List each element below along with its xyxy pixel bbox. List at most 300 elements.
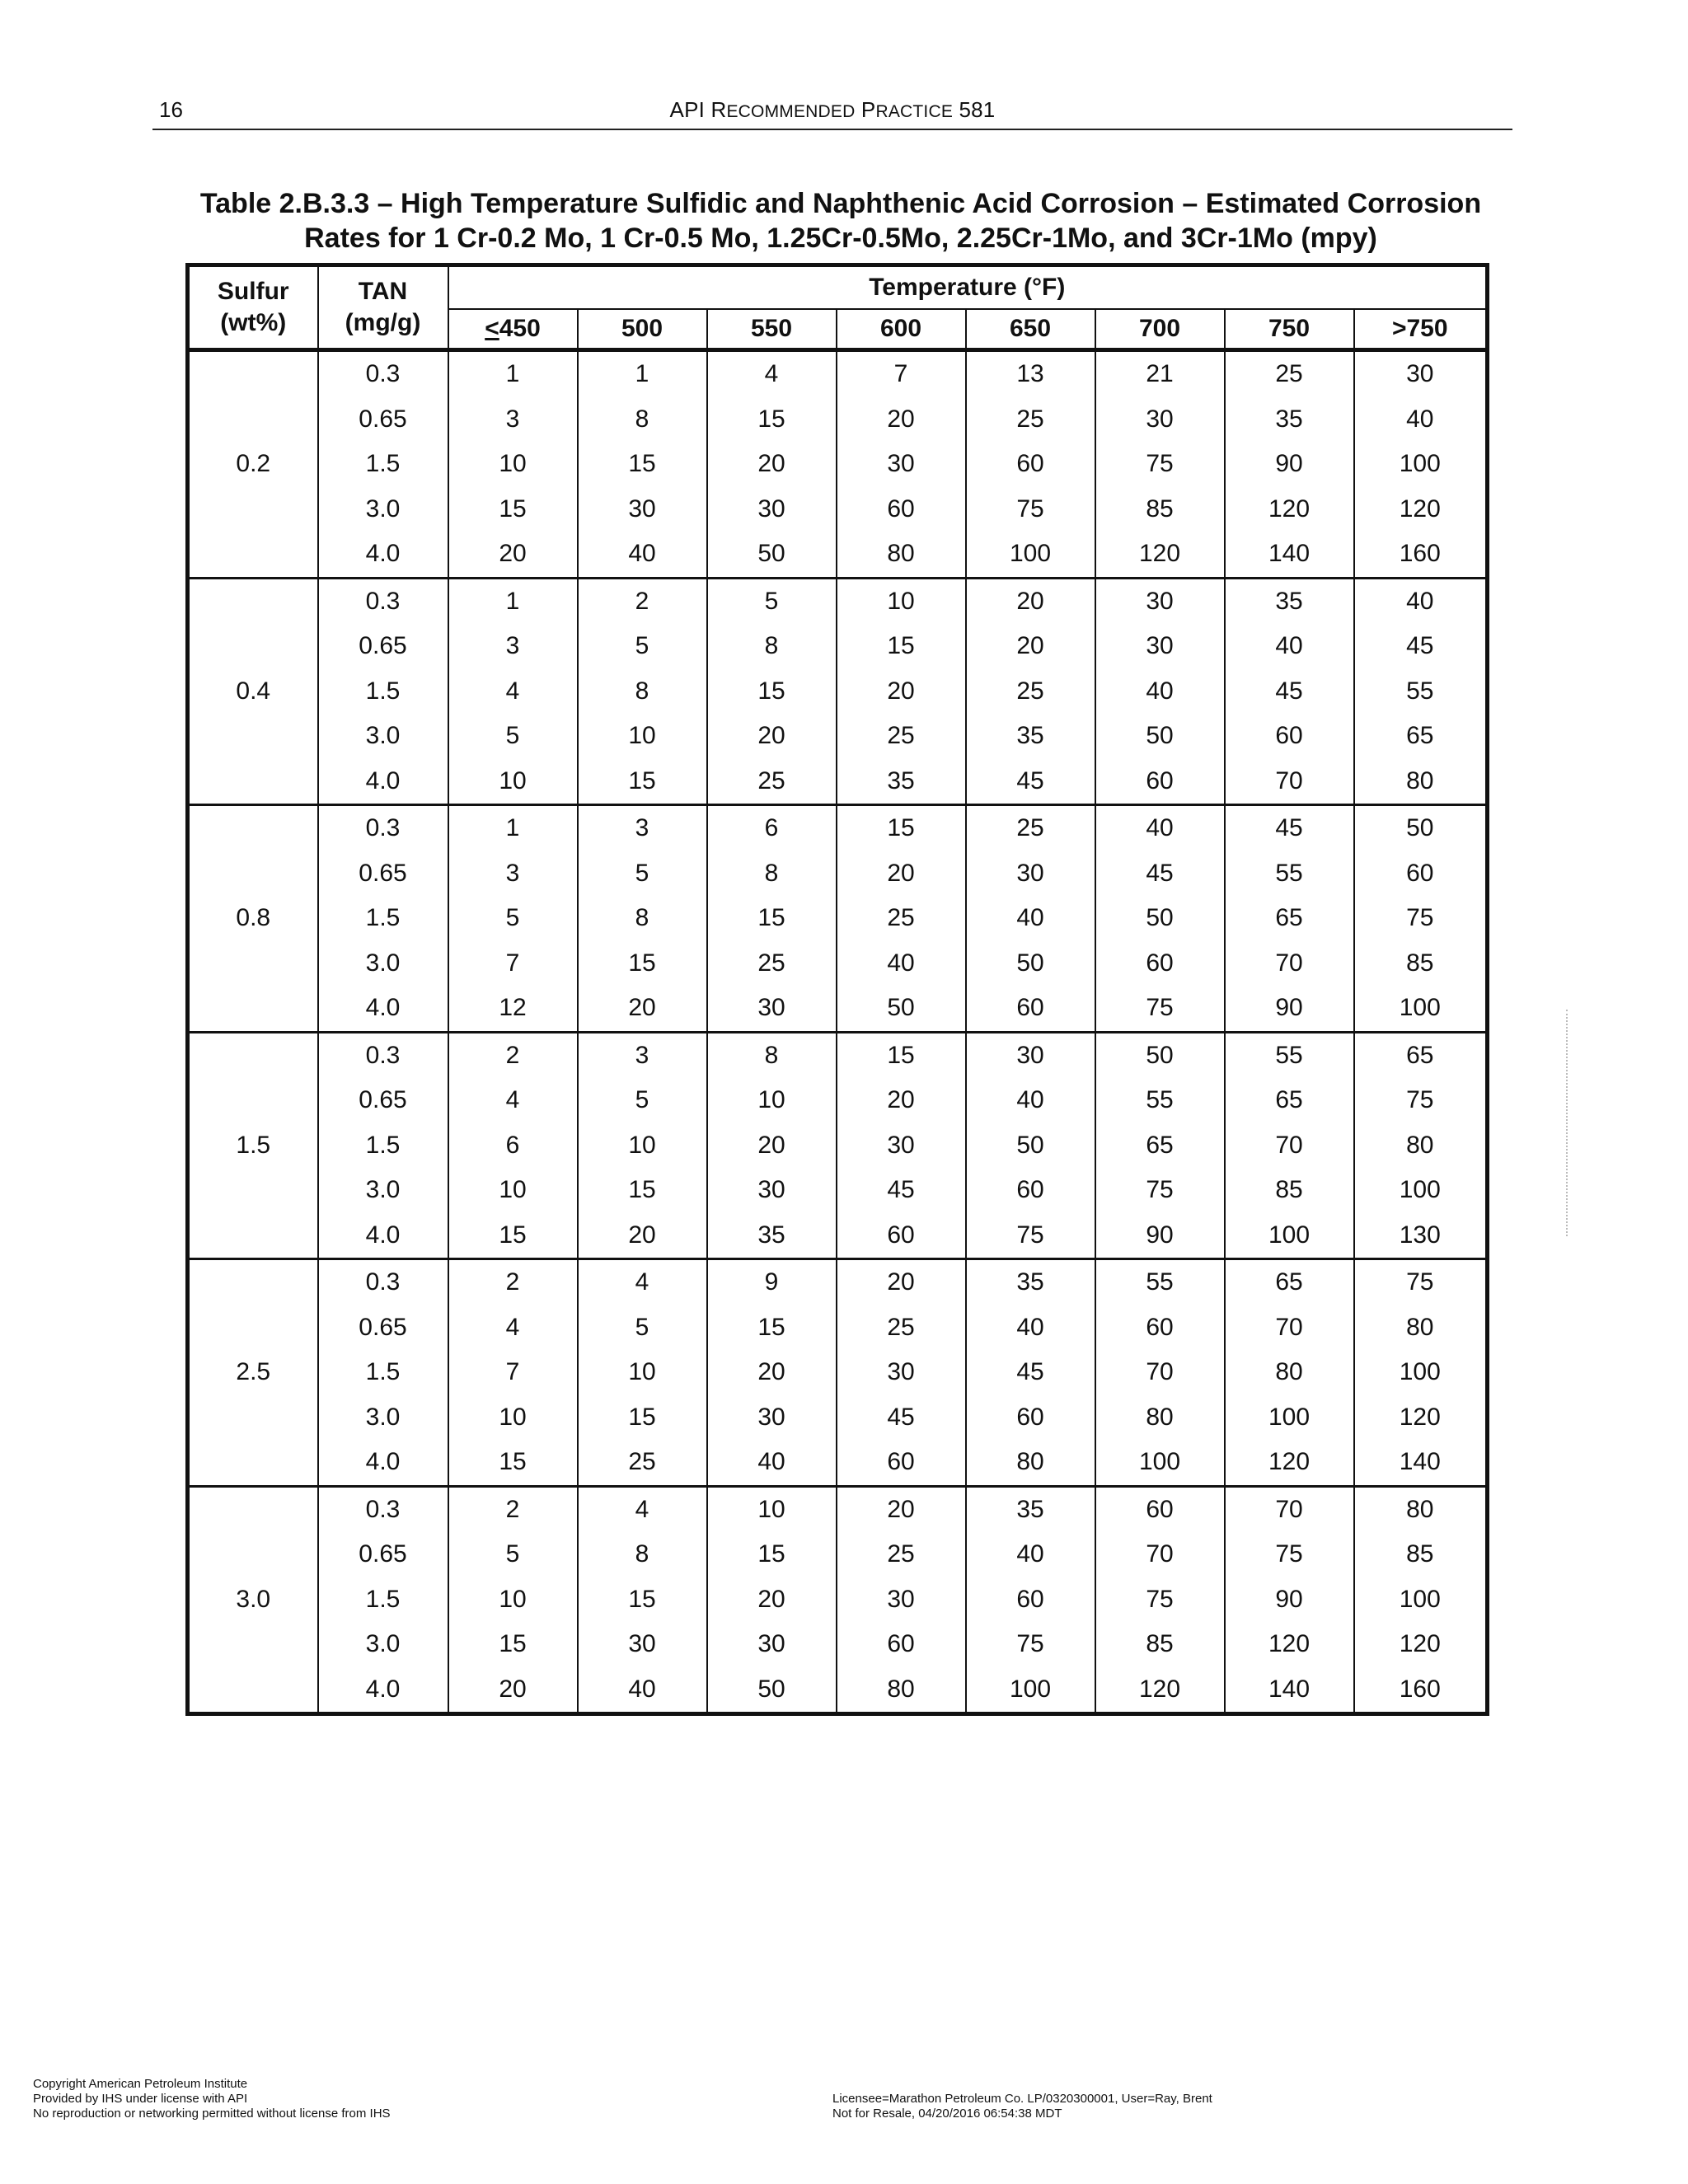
rate-cell: 20 [837,397,966,443]
temperature-column-header: >750 [1354,309,1488,350]
rate-cell: 30 [578,1622,707,1667]
table-row [188,1078,1488,1123]
table-title [140,186,1541,255]
less-equal-symbol: < [485,315,499,342]
rate-cell: 10 [448,442,578,487]
rate-cell: 40 [707,1440,837,1486]
rate-cell: 45 [1095,851,1225,897]
rate-cell: 140 [1225,532,1354,578]
rate-cell: 65 [1354,714,1488,759]
rate-cell: 100 [1095,1440,1225,1486]
rate-cell: 30 [1095,624,1225,669]
rate-cell: 3 [578,1032,707,1078]
corrosion-rate-table [185,263,1489,1716]
rate-cell: 5 [448,896,578,941]
rate-cell: 2 [448,1032,578,1078]
tan-cell: 3.0 [318,487,448,532]
table-row [188,1259,1488,1305]
rate-cell: 2 [448,1486,578,1532]
rate-cell: 20 [837,1078,966,1123]
table-row [188,350,1488,397]
rate-cell: 5 [578,624,707,669]
rate-cell: 25 [837,1532,966,1577]
table-row [188,896,1488,941]
rate-cell: 25 [837,714,966,759]
rate-cell: 40 [966,1305,1095,1351]
rate-cell: 30 [707,1395,837,1441]
rate-cell: 4 [707,350,837,397]
rate-cell: 15 [578,1577,707,1623]
rate-cell: 50 [1354,805,1488,851]
running-head [152,97,1512,123]
tan-cell: 3.0 [318,714,448,759]
table-row [188,1350,1488,1395]
rate-cell: 15 [707,669,837,715]
rate-cell: 75 [966,1213,1095,1259]
rate-cell: 120 [1095,532,1225,578]
rate-cell: 80 [837,532,966,578]
temperature-column-header: 550 [707,309,837,350]
tan-cell: 1.5 [318,1350,448,1395]
rate-cell: 30 [1354,350,1488,397]
tan-cell: 1.5 [318,669,448,715]
tan-cell: 0.3 [318,350,448,397]
rate-cell: 80 [1354,1123,1488,1169]
temperature-column-header: 650 [966,309,1095,350]
corrosion-table-container [185,263,1489,1716]
tan-cell: 4.0 [318,1213,448,1259]
rate-cell: 85 [1095,1622,1225,1667]
tan-cell: 0.65 [318,1305,448,1351]
table-row [188,1395,1488,1441]
rate-cell: 8 [578,397,707,443]
tan-cell: 0.3 [318,1486,448,1532]
tan-cell: 1.5 [318,1123,448,1169]
temperature-column-header: 700 [1095,309,1225,350]
rate-cell: 30 [707,986,837,1032]
page-header [152,92,1512,130]
rate-cell: 45 [966,1350,1095,1395]
rate-cell: 15 [448,1213,578,1259]
rate-cell: 1 [578,350,707,397]
rate-cell: 50 [707,532,837,578]
rate-cell: 20 [966,578,1095,624]
rate-cell: 20 [966,624,1095,669]
table-row [188,1213,1488,1259]
rate-cell: 8 [578,669,707,715]
rate-cell: 60 [1095,941,1225,987]
rate-cell: 40 [1354,397,1488,443]
rate-cell: 15 [707,1305,837,1351]
rate-cell: 21 [1095,350,1225,397]
rate-cell: 10 [448,759,578,805]
rate-cell: 75 [966,487,1095,532]
rate-cell: 35 [966,1486,1095,1532]
rate-cell: 75 [1095,1577,1225,1623]
rate-cell: 7 [448,941,578,987]
rate-cell: 50 [1095,896,1225,941]
sulfur-cell: 3.0 [188,1486,318,1714]
rate-cell: 55 [1225,1032,1354,1078]
rate-cell: 15 [578,442,707,487]
rate-cell: 10 [578,1123,707,1169]
rate-cell: 100 [966,1667,1095,1714]
sulfur-cell: 2.5 [188,1259,318,1487]
rate-cell: 30 [837,1577,966,1623]
tan-cell: 4.0 [318,986,448,1032]
rate-cell: 10 [578,1350,707,1395]
rate-cell: 30 [966,1032,1095,1078]
rate-cell: 20 [578,986,707,1032]
rate-cell: 75 [1095,1168,1225,1213]
rate-cell: 25 [1225,350,1354,397]
rate-cell: 60 [1095,1486,1225,1532]
footer-license [832,2092,1212,2121]
rate-cell: 90 [1225,442,1354,487]
tan-cell: 3.0 [318,941,448,987]
rate-cell: 15 [578,941,707,987]
temperature-column-header [448,309,578,350]
running-head-part: RACTICE [875,102,954,121]
running-head-part: P [855,97,876,122]
tan-cell: 4.0 [318,1440,448,1486]
table-row [188,1667,1488,1714]
rate-cell: 20 [837,851,966,897]
table-row [188,397,1488,443]
rate-cell: 100 [1354,1350,1488,1395]
rate-cell: 70 [1225,941,1354,987]
rate-cell: 40 [837,941,966,987]
rate-cell: 20 [707,1350,837,1395]
rate-cell: 65 [1225,896,1354,941]
rate-cell: 120 [1095,1667,1225,1714]
rate-cell: 30 [578,487,707,532]
tan-cell: 4.0 [318,1667,448,1714]
rate-cell: 55 [1095,1078,1225,1123]
rate-cell: 60 [966,1577,1095,1623]
rate-cell: 5 [707,578,837,624]
rate-cell: 25 [966,397,1095,443]
rate-cell: 60 [837,487,966,532]
rate-cell: 50 [1095,1032,1225,1078]
rate-cell: 75 [1225,1532,1354,1577]
rate-cell: 100 [1225,1395,1354,1441]
rate-cell: 40 [1095,669,1225,715]
rate-cell: 100 [1225,1213,1354,1259]
rate-cell: 45 [1225,805,1354,851]
rate-cell: 15 [707,397,837,443]
sulfur-cell: 0.8 [188,805,318,1033]
tan-header-line-2: (mg/g) [345,309,421,336]
rate-cell: 120 [1225,1440,1354,1486]
rate-cell: 80 [1354,1486,1488,1532]
rate-cell: 60 [1095,759,1225,805]
running-head-part: API R [669,97,727,122]
sulfur-cell: 0.4 [188,578,318,805]
rate-cell: 8 [578,896,707,941]
rate-cell: 15 [837,1032,966,1078]
table-row [188,986,1488,1032]
table-row [188,1486,1488,1532]
sulfur-column-header [188,265,318,350]
table-row [188,669,1488,715]
table-row [188,624,1488,669]
tan-cell: 3.0 [318,1395,448,1441]
rate-cell: 55 [1354,669,1488,715]
running-head-part: ECOMMENDED [726,102,856,121]
tan-cell: 3.0 [318,1168,448,1213]
rate-cell: 120 [1225,487,1354,532]
sulfur-header-line-1: Sulfur [217,278,289,305]
rate-cell: 60 [966,1395,1095,1441]
rate-cell: 50 [1095,714,1225,759]
rate-cell: 90 [1225,986,1354,1032]
rate-cell: 5 [578,851,707,897]
rate-cell: 4 [448,1078,578,1123]
rate-cell: 5 [578,1078,707,1123]
rate-cell: 40 [1354,578,1488,624]
table-row [188,759,1488,805]
temperature-value: 450 [499,315,541,342]
table-row [188,1168,1488,1213]
rate-cell: 40 [578,1667,707,1714]
rate-cell: 10 [707,1486,837,1532]
rate-cell: 120 [1354,487,1488,532]
tan-cell: 0.3 [318,805,448,851]
tan-cell: 1.5 [318,896,448,941]
rate-cell: 60 [837,1440,966,1486]
tan-header-line-1: TAN [358,278,408,305]
rate-cell: 10 [448,1577,578,1623]
rate-cell: 60 [966,1168,1095,1213]
rate-cell: 3 [448,624,578,669]
table-row [188,1577,1488,1623]
rate-cell: 55 [1225,851,1354,897]
rate-cell: 35 [966,714,1095,759]
rate-cell: 25 [707,941,837,987]
rate-cell: 20 [837,1259,966,1305]
rate-cell: 30 [707,487,837,532]
rate-cell: 130 [1354,1213,1488,1259]
footer-line: Not for Resale, 04/20/2016 06:54:38 MDT [832,2107,1062,2121]
rate-cell: 20 [707,714,837,759]
rate-cell: 75 [1354,1259,1488,1305]
rate-cell: 4 [448,669,578,715]
rate-cell: 50 [707,1667,837,1714]
temperature-column-header: 750 [1225,309,1354,350]
rate-cell: 20 [837,1486,966,1532]
rate-cell: 20 [448,532,578,578]
rate-cell: 20 [707,1577,837,1623]
rate-cell: 30 [837,442,966,487]
rate-cell: 35 [837,759,966,805]
table-row [188,1123,1488,1169]
rate-cell: 70 [1095,1532,1225,1577]
rate-cell: 15 [448,1622,578,1667]
rate-cell: 35 [1225,397,1354,443]
rate-cell: 4 [578,1486,707,1532]
tan-cell: 0.65 [318,1078,448,1123]
rate-cell: 1 [448,805,578,851]
rate-cell: 30 [966,851,1095,897]
rate-cell: 40 [966,1532,1095,1577]
rate-cell: 70 [1225,1486,1354,1532]
table-body [188,350,1488,1714]
rate-cell: 40 [578,532,707,578]
rate-cell: 60 [966,442,1095,487]
tan-cell: 0.3 [318,1259,448,1305]
rate-cell: 3 [448,397,578,443]
footer-line: Licensee=Marathon Petroleum Co. LP/0320300001, User=Ray, Brent [832,2092,1212,2106]
rate-cell: 30 [1095,578,1225,624]
table-row [188,578,1488,624]
rate-cell: 65 [1354,1032,1488,1078]
rate-cell: 10 [837,578,966,624]
rate-cell: 15 [707,1532,837,1577]
table-title-line-1: Table 2.B.3.3 – High Temperature Sulfidic and Naphthenic Acid Corrosion – Estimated Corrosion [199,188,1482,219]
temperature-column-header: 500 [578,309,707,350]
rate-cell: 5 [448,1532,578,1577]
rate-cell: 40 [966,896,1095,941]
rate-cell: 70 [1225,1305,1354,1351]
rate-cell: 80 [1225,1350,1354,1395]
rate-cell: 75 [1095,442,1225,487]
footer-line: No reproduction or networking permitted without license from IHS [33,2107,391,2121]
sulfur-cell: 0.2 [188,350,318,579]
rate-cell: 35 [1225,578,1354,624]
rate-cell: 2 [578,578,707,624]
rate-cell: 100 [1354,1577,1488,1623]
rate-cell: 50 [966,941,1095,987]
rate-cell: 75 [1354,896,1488,941]
rate-cell: 20 [707,1123,837,1169]
rate-cell: 50 [966,1123,1095,1169]
rate-cell: 6 [448,1123,578,1169]
rate-cell: 45 [966,759,1095,805]
rate-cell: 65 [1225,1259,1354,1305]
rate-cell: 4 [448,1305,578,1351]
table-row [188,1622,1488,1667]
table-row [188,442,1488,487]
tan-cell: 4.0 [318,532,448,578]
table-row [188,805,1488,851]
rate-cell: 25 [837,1305,966,1351]
rate-cell: 7 [837,350,966,397]
rate-cell: 60 [1225,714,1354,759]
table-row [188,1305,1488,1351]
rate-cell: 10 [448,1168,578,1213]
rate-cell: 15 [578,759,707,805]
rate-cell: 10 [707,1078,837,1123]
rate-cell: 8 [707,851,837,897]
rate-cell: 60 [837,1213,966,1259]
table-row [188,941,1488,987]
rate-cell: 40 [1225,624,1354,669]
rate-cell: 4 [578,1259,707,1305]
rate-cell: 100 [1354,442,1488,487]
rate-cell: 20 [837,669,966,715]
rate-cell: 40 [1095,805,1225,851]
rate-cell: 70 [1095,1350,1225,1395]
rate-cell: 85 [1354,941,1488,987]
rate-cell: 25 [837,896,966,941]
rate-cell: 70 [1225,1123,1354,1169]
rate-cell: 80 [1354,1305,1488,1351]
rate-cell: 40 [966,1078,1095,1123]
table-row [188,1032,1488,1078]
rate-cell: 80 [1095,1395,1225,1441]
rate-cell: 60 [1354,851,1488,897]
rate-cell: 9 [707,1259,837,1305]
rate-cell: 20 [448,1667,578,1714]
table-row [188,1440,1488,1486]
rate-cell: 13 [966,350,1095,397]
rate-cell: 140 [1354,1440,1488,1486]
rate-cell: 15 [448,1440,578,1486]
tan-cell: 1.5 [318,1577,448,1623]
rate-cell: 10 [448,1395,578,1441]
rate-cell: 60 [966,986,1095,1032]
rate-cell: 90 [1225,1577,1354,1623]
rate-cell: 120 [1354,1395,1488,1441]
footer-line: Provided by IHS under license with API [33,2092,248,2106]
page-number: 16 [159,97,183,122]
rate-cell: 65 [1095,1123,1225,1169]
rate-cell: 45 [1354,624,1488,669]
footer-copyright [33,2077,391,2121]
rate-cell: 7 [448,1350,578,1395]
table-row [188,532,1488,578]
rate-cell: 6 [707,805,837,851]
rate-cell: 12 [448,986,578,1032]
rate-cell: 45 [837,1168,966,1213]
rate-cell: 30 [707,1168,837,1213]
table-row [188,1532,1488,1577]
rate-cell: 30 [707,1622,837,1667]
tan-cell: 0.3 [318,1032,448,1078]
rate-cell: 20 [578,1213,707,1259]
tan-cell: 0.65 [318,397,448,443]
rate-cell: 25 [578,1440,707,1486]
rate-cell: 15 [707,896,837,941]
rate-cell: 35 [707,1213,837,1259]
rate-cell: 70 [1225,759,1354,805]
rate-cell: 75 [1095,986,1225,1032]
rate-cell: 120 [1354,1622,1488,1667]
rate-cell: 80 [1354,759,1488,805]
rate-cell: 100 [1354,1168,1488,1213]
rate-cell: 75 [966,1622,1095,1667]
rate-cell: 55 [1095,1259,1225,1305]
rate-cell: 20 [707,442,837,487]
rate-cell: 75 [1354,1078,1488,1123]
table-row [188,714,1488,759]
rate-cell: 45 [1225,669,1354,715]
rate-cell: 15 [448,487,578,532]
rate-cell: 35 [966,1259,1095,1305]
rate-cell: 100 [1354,986,1488,1032]
rate-cell: 160 [1354,532,1488,578]
rate-cell: 8 [707,624,837,669]
rate-cell: 25 [966,669,1095,715]
tan-column-header [318,265,448,350]
rate-cell: 160 [1354,1667,1488,1714]
tan-cell: 0.65 [318,851,448,897]
rate-cell: 30 [1095,397,1225,443]
running-head-part: 581 [953,97,996,122]
tan-cell: 0.3 [318,578,448,624]
rate-cell: 65 [1225,1078,1354,1123]
